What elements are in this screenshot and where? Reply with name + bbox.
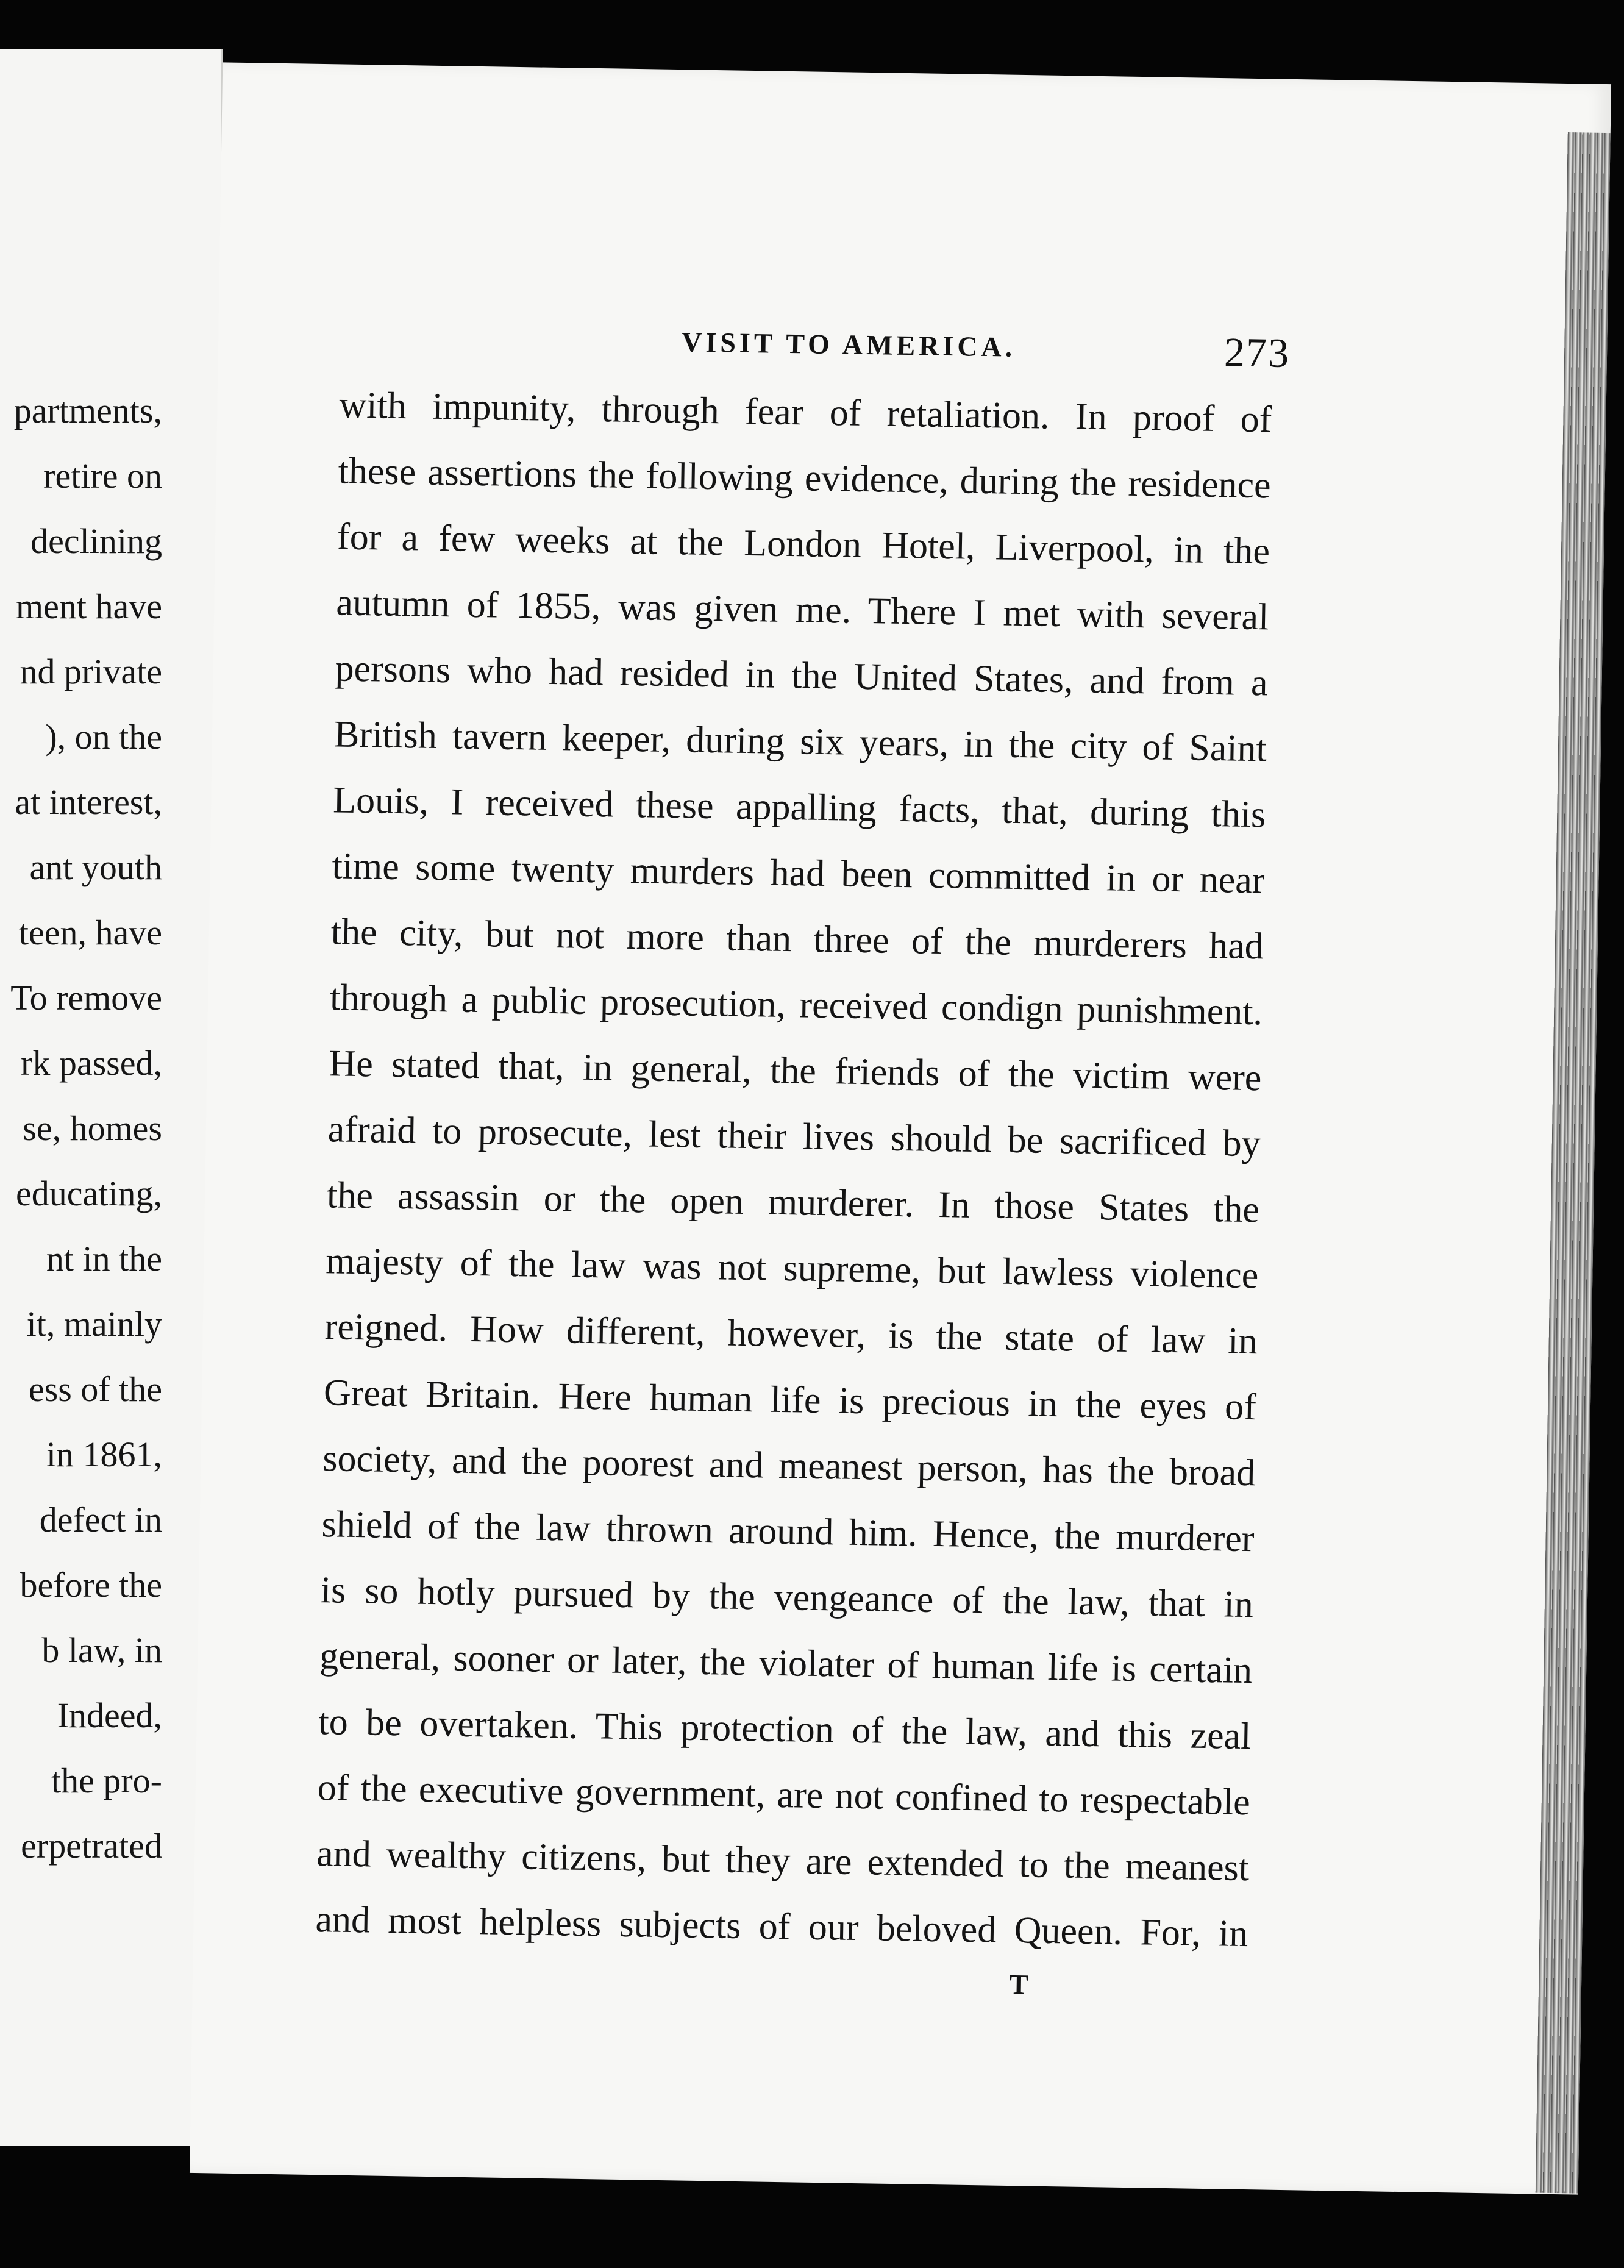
left-page-line: it, mainly [26,1304,162,1344]
text-line: reigned. How different, however, is the state of law in [324,1306,1258,1363]
text-line: through a public prosecution, received condign punishment. [329,977,1263,1033]
left-page-line: in 1861, [46,1435,162,1474]
text-line: society, and the poorest and meanest person, has the broad [322,1438,1256,1494]
running-head [218,312,1608,383]
text-line: shield of the law thrown around him. Hence, the murderer [321,1503,1255,1560]
text-line: Louis, I received these appalling facts, that, during this [332,779,1266,836]
left-page-line: ant youth [29,847,162,887]
left-page-line: nt in the [46,1239,162,1278]
signature-mark: T [1009,1968,1029,2000]
text-line: to be overtaken. This protection of the law, and this zeal [318,1701,1252,1758]
text-line: and most helpless subjects of our beloved Queen. For, in [315,1899,1248,1955]
left-page-line: declining [30,521,162,561]
text-line: the city, but not more than three of the murderers had [330,911,1264,968]
left-page-line: ), on the [45,717,162,757]
page-number: 273 [1223,329,1291,376]
left-page-line: retire on [43,456,162,496]
text-line: with impunity, through fear of retaliation. In proof of [338,384,1272,441]
left-page-line: nd private [20,652,162,691]
left-page-line: ment have [16,587,162,626]
text-line: persons who had resided in the United States, and from a [335,647,1269,704]
left-page-line: b law, in [41,1630,162,1670]
text-line: for a few weeks at the London Hotel, Liverpool, in the [337,516,1270,572]
page-edge-stack [1536,132,1611,2194]
text-line: and wealthy citizens, but they are extended to the meanest [316,1833,1250,1889]
left-page-line: To remove [10,978,162,1018]
text-line: He stated that, in general, the friends of the victim were [329,1043,1262,1099]
text-line: these assertions the following evidence, during the residence [338,450,1272,507]
text-line: British tavern keeper, during six years, in the city of Saint [333,713,1267,770]
left-page-line: se, homes [23,1108,162,1148]
body-text [315,372,1273,1967]
left-page-line: at interest, [15,782,162,822]
text-line: Great Britain. Here human life is precious in the eyes of [323,1372,1257,1428]
left-page-line: educating, [16,1174,162,1213]
main-page [190,62,1611,2194]
left-page-line: defect in [39,1500,162,1539]
left-page-line: before the [20,1565,162,1605]
left-facing-page [0,49,223,2146]
left-page-line: teen, have [18,913,162,952]
left-page-line: Indeed, [57,1696,162,1735]
text-line: general, sooner or later, the violater of human life is certain [319,1635,1253,1692]
text-line: time some twenty murders had been committed in or near [332,845,1265,902]
text-line: of the executive government, are not confined to respectable [317,1767,1251,1824]
left-page-text [0,378,162,1878]
running-head-title: VISIT TO AMERICA. [681,326,1016,363]
left-page-line: rk passed, [21,1043,162,1083]
text-line: afraid to prosecute, lest their lives should be sacrificed by [327,1108,1261,1165]
left-page-line: erpetrated [21,1826,162,1866]
left-page-line: partments, [13,391,162,430]
text-line: autumn of 1855, was given me. There I met with several [335,582,1269,638]
text-line: majesty of the law was not supreme, but lawless violence [325,1240,1259,1297]
left-page-line: the pro- [51,1761,162,1800]
left-page-line: ess of the [28,1369,162,1409]
text-line: the assassin or the open murderer. In those States the [326,1174,1260,1231]
text-line: is so hotly pursued by the vengeance of the law, that in [320,1569,1254,1626]
